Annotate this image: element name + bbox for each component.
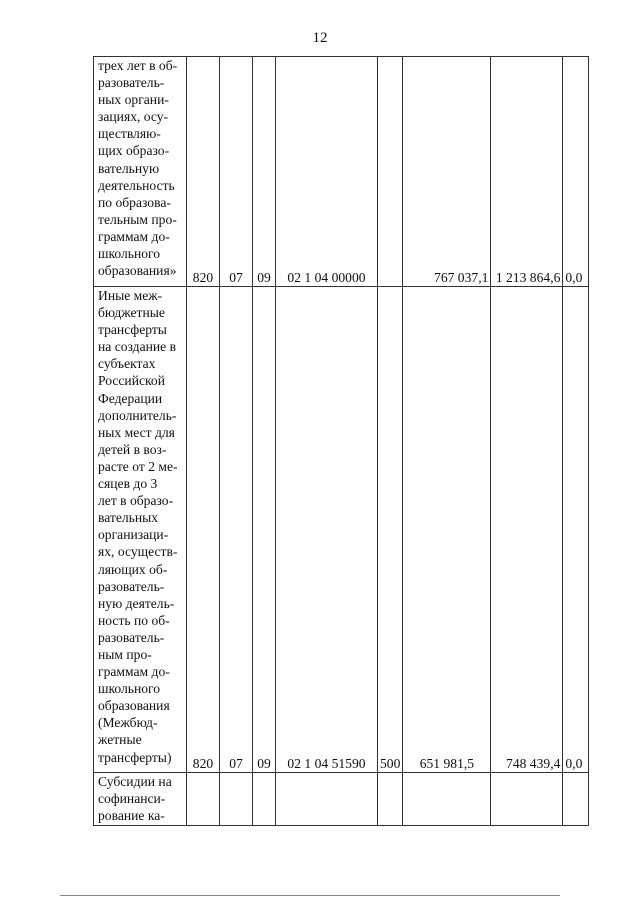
page-number: 12 (312, 30, 328, 46)
subsection-cell: 09 (253, 57, 276, 287)
description-cell: Иные меж- бюджетные трансферты на создание в субъектах Российской Федерации дополнитель- ных мест для детей в воз- расте от 2 ме- сяцев до 3 лет в образо- вательных организаци- ях, осуществ- ляющих об- разователь- ную деятель- ность по об- разователь- ным про- граммам до- школьного образования (Межбюд- жетные трансферты) (94, 287, 187, 773)
section-cell: 07 (220, 57, 253, 287)
target-article-cell: 02 1 04 51590 (276, 287, 378, 773)
expense-type-cell (378, 773, 403, 826)
amount-1-cell: 767 037,1 (403, 57, 491, 287)
section-cell (220, 773, 253, 826)
amount-2-cell: 748 439,4 (491, 287, 563, 773)
amount-3-cell (563, 773, 589, 826)
amount-3-cell: 0,0 (563, 287, 589, 773)
amount-1-cell: 651 981,5 (403, 287, 491, 773)
table-row (94, 287, 589, 773)
ministry-code-cell: 820 (187, 287, 220, 773)
target-article-cell (276, 773, 378, 826)
expense-type-cell (378, 57, 403, 287)
amount-2-cell: 1 213 864,6 (491, 57, 563, 287)
ministry-code-cell: 820 (187, 57, 220, 287)
expense-type-cell: 500 (378, 287, 403, 773)
budget-table (93, 56, 589, 826)
subsection-cell (253, 773, 276, 826)
amount-1-cell (403, 773, 491, 826)
bottom-divider (60, 895, 560, 896)
table-row (94, 773, 589, 826)
ministry-code-cell (187, 773, 220, 826)
table-row (94, 57, 589, 287)
description-cell: Субсидии на софинанси- рование ка- (94, 773, 187, 826)
target-article-cell: 02 1 04 00000 (276, 57, 378, 287)
amount-2-cell (491, 773, 563, 826)
subsection-cell: 09 (253, 287, 276, 773)
amount-3-cell: 0,0 (563, 57, 589, 287)
section-cell: 07 (220, 287, 253, 773)
description-cell: трех лет в об- разователь- ных органи- зациях, осу- ществляю- щих образо- вательную деятельность по образова- тельным про- граммам до- школьного образования» (94, 57, 187, 287)
